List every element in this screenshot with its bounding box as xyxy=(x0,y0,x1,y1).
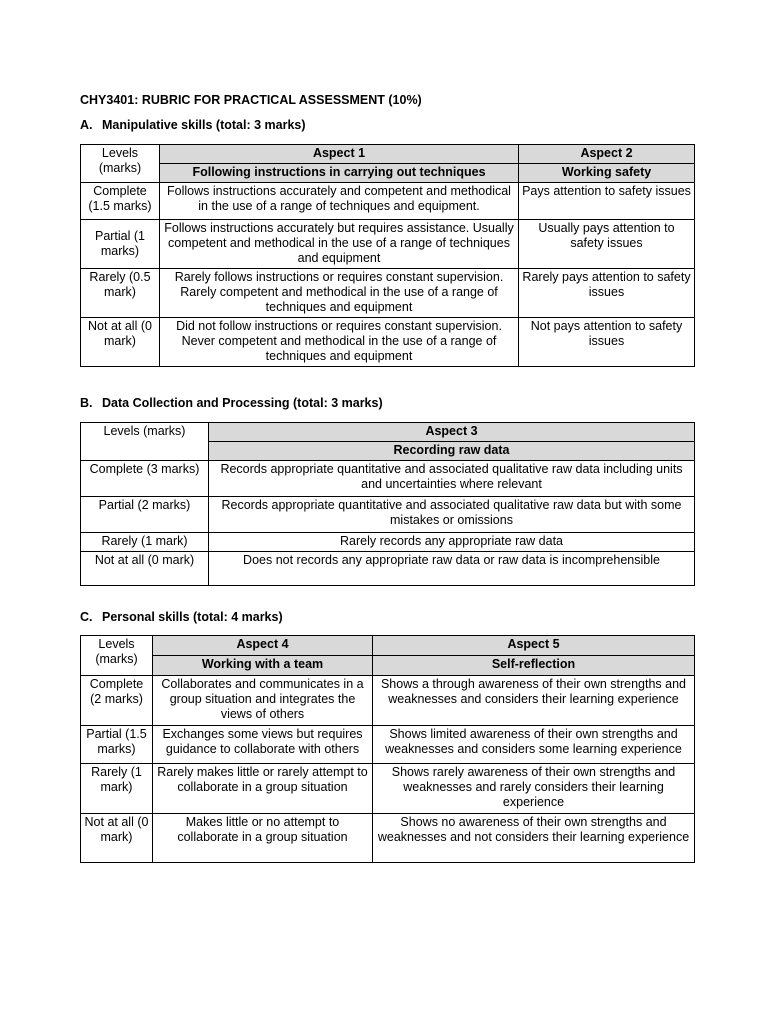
rubric-cell: Shows limited awareness of their own strengths and weaknesses and considers some learning experience xyxy=(373,726,695,764)
table-row xyxy=(81,461,695,497)
section-b-table xyxy=(80,422,695,586)
table-row xyxy=(81,183,695,220)
level-cell: Rarely (1 mark) xyxy=(81,764,153,814)
table-row xyxy=(81,764,695,814)
aspect-1-header: Aspect 1 xyxy=(160,145,519,164)
rubric-cell: Follows instructions accurately but requires assistance. Usually competent and methodical in the use of a range of techniques and equipment xyxy=(160,220,519,269)
aspect-4-header: Aspect 4 xyxy=(153,636,373,656)
rubric-cell: Pays attention to safety issues xyxy=(519,183,695,220)
aspect-2-header: Aspect 2 xyxy=(519,145,695,164)
level-cell: Not at all (0 mark) xyxy=(81,552,209,586)
levels-header: Levels (marks) xyxy=(81,636,153,676)
table-row xyxy=(81,533,695,552)
rubric-cell: Records appropriate quantitative and associated qualitative raw data including units and uncertainties where relevant xyxy=(209,461,695,497)
rubric-cell: Shows a through awareness of their own strengths and weaknesses and considers their learning experience xyxy=(373,676,695,726)
section-b-title: Data Collection and Processing (total: 3 marks) xyxy=(102,396,383,410)
section-a-table xyxy=(80,144,695,367)
rubric-cell: Exchanges some views but requires guidance to collaborate with others xyxy=(153,726,373,764)
table-row xyxy=(81,676,695,726)
level-cell: Partial (1 marks) xyxy=(81,220,160,269)
rubric-cell: Not pays attention to safety issues xyxy=(519,318,695,367)
rubric-cell: Records appropriate quantitative and associated qualitative raw data but with some mistakes or omissions xyxy=(209,497,695,533)
level-cell: Partial (1.5 marks) xyxy=(81,726,153,764)
rubric-cell: Rarely follows instructions or requires constant supervision. Rarely competent and methodical in the use of a range of techniques and equipment xyxy=(160,269,519,318)
level-cell: Not at all (0 mark) xyxy=(81,318,160,367)
rubric-cell: Shows rarely awareness of their own strengths and weaknesses and rarely considers their learning experience xyxy=(373,764,695,814)
rubric-cell: Shows no awareness of their own strengths and weaknesses and not considers their learning experience xyxy=(373,814,695,863)
section-c-title: Personal skills (total: 4 marks) xyxy=(102,610,283,624)
aspect-1-subtitle: Following instructions in carrying out techniques xyxy=(160,164,519,183)
rubric-cell: Collaborates and communicates in a group situation and integrates the views of others xyxy=(153,676,373,726)
table-row xyxy=(81,220,695,269)
aspect-2-subtitle: Working safety xyxy=(519,164,695,183)
rubric-cell: Rarely makes little or rarely attempt to collaborate in a group situation xyxy=(153,764,373,814)
section-c-table xyxy=(80,635,695,863)
aspect-5-header: Aspect 5 xyxy=(373,636,695,656)
level-cell: Not at all (0 mark) xyxy=(81,814,153,863)
level-cell: Complete (1.5 marks) xyxy=(81,183,160,220)
section-c-letter: C. xyxy=(80,610,93,624)
document-title: CHY3401: RUBRIC FOR PRACTICAL ASSESSMENT (10%) xyxy=(80,93,422,107)
table-row xyxy=(81,269,695,318)
table-row xyxy=(81,552,695,586)
rubric-cell: Usually pays attention to safety issues xyxy=(519,220,695,269)
level-cell: Rarely (1 mark) xyxy=(81,533,209,552)
level-cell: Rarely (0.5 mark) xyxy=(81,269,160,318)
rubric-cell: Makes little or no attempt to collaborate in a group situation xyxy=(153,814,373,863)
rubric-cell: Rarely records any appropriate raw data xyxy=(209,533,695,552)
levels-header: Levels (marks) xyxy=(81,145,160,183)
rubric-cell: Follows instructions accurately and competent and methodical in the use of a range of techniques and equipment. xyxy=(160,183,519,220)
section-a-title: Manipulative skills (total: 3 marks) xyxy=(102,118,306,132)
levels-header: Levels (marks) xyxy=(81,423,209,461)
aspect-5-subtitle: Self-reflection xyxy=(373,656,695,676)
level-cell: Complete (2 marks) xyxy=(81,676,153,726)
aspect-3-subtitle: Recording raw data xyxy=(209,442,695,461)
rubric-cell: Did not follow instructions or requires constant supervision. Never competent and methodical in the use of a range of techniques and equipment xyxy=(160,318,519,367)
table-row xyxy=(81,814,695,863)
table-row xyxy=(81,726,695,764)
section-c-heading xyxy=(80,610,283,625)
section-a-letter: A. xyxy=(80,118,93,132)
section-a-heading xyxy=(80,118,306,133)
table-row xyxy=(81,497,695,533)
section-b-heading xyxy=(80,396,383,411)
level-cell: Partial (2 marks) xyxy=(81,497,209,533)
table-row xyxy=(81,318,695,367)
rubric-cell: Rarely pays attention to safety issues xyxy=(519,269,695,318)
level-cell: Complete (3 marks) xyxy=(81,461,209,497)
rubric-cell: Does not records any appropriate raw data or raw data is incomprehensible xyxy=(209,552,695,586)
section-b-letter: B. xyxy=(80,396,93,410)
aspect-4-subtitle: Working with a team xyxy=(153,656,373,676)
aspect-3-header: Aspect 3 xyxy=(209,423,695,442)
